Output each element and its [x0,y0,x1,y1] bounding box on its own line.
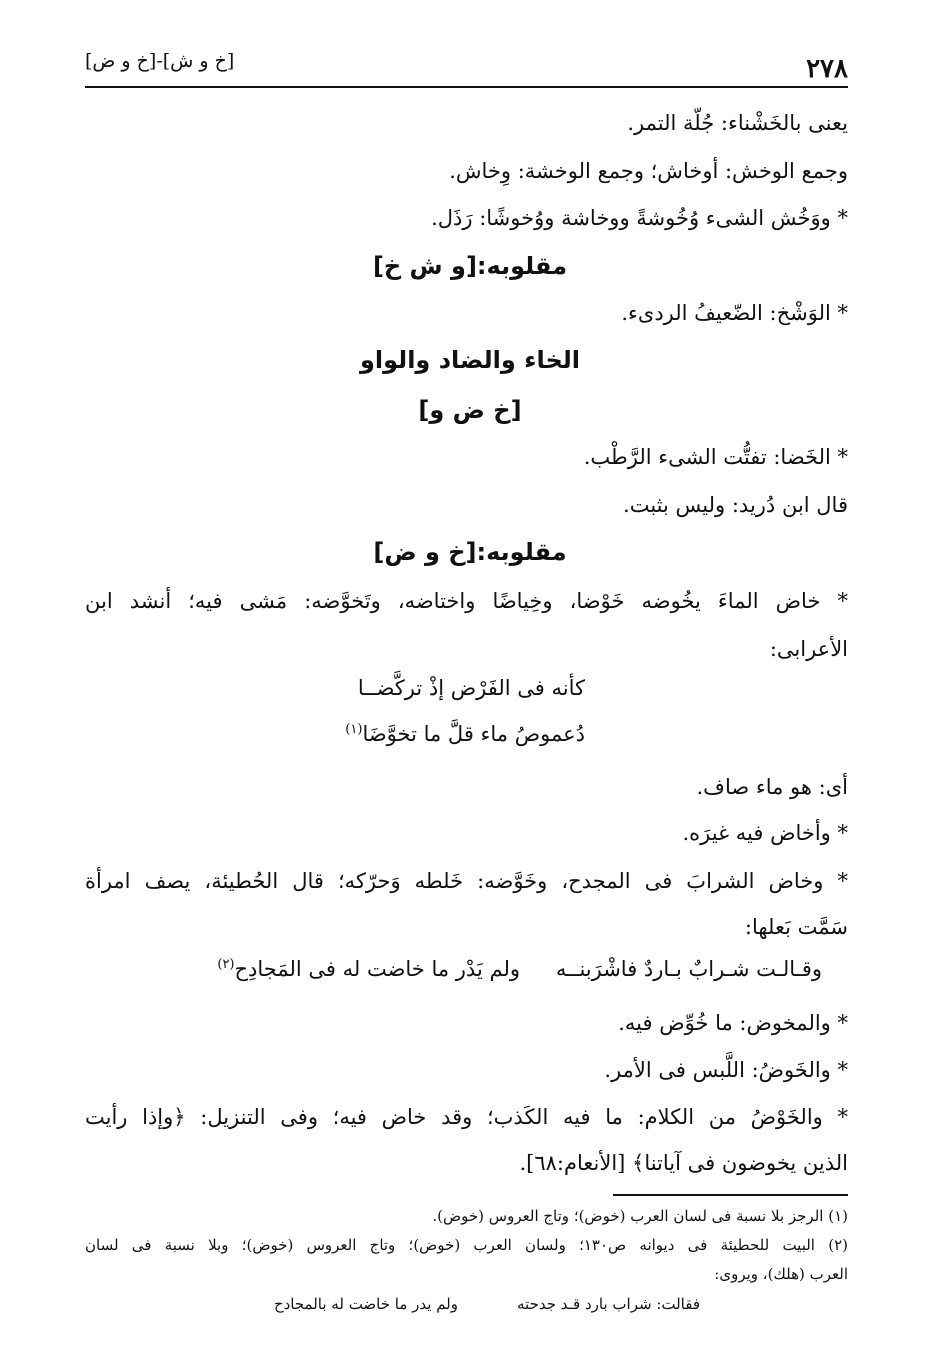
text-line: * الخَضا: تفتُّت الشىء الرَّطْب. [583,445,848,469]
text-line: * وخاض الشرابَ فى المجدح، وخَوَّضه: خَلطه وَحرّكه؛ قال الحُطيئة، يصف امرأة [85,869,848,893]
verse-line: كأنه فى الفَرْض إذْ تركَّضــا [357,676,585,700]
section-heading: مقلوبه:[خ و ض] [373,538,567,566]
text-line: * الوَشْخ: الضّعيفُ الردىء. [621,301,848,325]
page-number: ٢٧٨ [806,54,848,84]
text-line: * والخَوْضُ من الكلام: ما فيه الكَذب؛ وقد خاض فيه؛ وفى التنزيل: ﴿وإذا رأيت [85,1105,848,1129]
text-line: الذين يخوضون فى آياتنا﴾ [الأنعام:٦٨]. [519,1151,848,1175]
text-line: الأعرابى: [769,637,848,661]
running-head: [خ و ش]-[خ و ض] [85,50,235,72]
text-line: * خاض الماءَ يخُوضه خَوْضا، وخِياضًا واختاضه، وتَخوَّضه: مَشى فيه؛ أنشد ابن [85,589,848,613]
verse-text: ولم يَدْر ما خاضت له فى المَجادِح [234,957,520,981]
footnote: (١) الرجز بلا نسبة فى لسان العرب (خوض)؛ وتاج العروس (خوض). [432,1207,848,1225]
text-line: * والمخوض: ما خُوِّض فيه. [618,1011,848,1035]
text-line: أى: هو ماء صاف. [696,775,848,799]
footnote: العرب (هلك)، ويروى: [714,1265,848,1283]
text-line: يعنى بالخَشْناء: جُلّة التمر. [627,111,848,135]
section-heading: مقلوبه:[و ش خ] [372,252,568,280]
footnote: (٢) البيت للحطيئة فى ديوانه ص١٣٠؛ ولسان العرب (خوض)؛ وتاج العروس (خوض)؛ وبلا نسبة فى لسان [85,1236,848,1254]
page-header [85,46,848,88]
text-line: قال ابن دُريد: وليس بثبت. [623,493,848,517]
footnote-verse-first: فقالت: شراب بارد قـد جدحته [517,1295,700,1313]
footnote-marker: (٢) [217,957,235,972]
footnote-verse-second: ولم يدر ما خاضت له بالمجادح [273,1295,458,1313]
verse-line [345,722,585,746]
text-line: وجمع الوخش: أوخاش؛ وجمع الوخشة: وِخاش. [449,159,848,183]
verse-hemistich-first: وقـالـت شـرابٌ بـاردٌ فاشْرَبنــه [555,957,822,981]
text-line: * والخَوضُ: اللَّبس فى الأمر. [604,1058,848,1082]
text-line: * وأخاض فيه غيرَه. [682,821,848,845]
section-heading: الخاء والضاد والواو [359,346,580,374]
text-line: سَمَّت بَعلها: [744,915,848,939]
footnote-separator [613,1194,848,1196]
footnote-marker: (١) [345,722,363,737]
verse-hemistich-second [217,957,520,981]
section-heading: [خ ض و] [418,396,522,424]
verse-text: دُعموصُ ماء قلَّ ما تخوَّضَا [362,722,585,746]
text-line: * ووَخُش الشىء وُخُوشةً ووخاشة ووُخوشًا: رَذَل. [431,206,848,230]
